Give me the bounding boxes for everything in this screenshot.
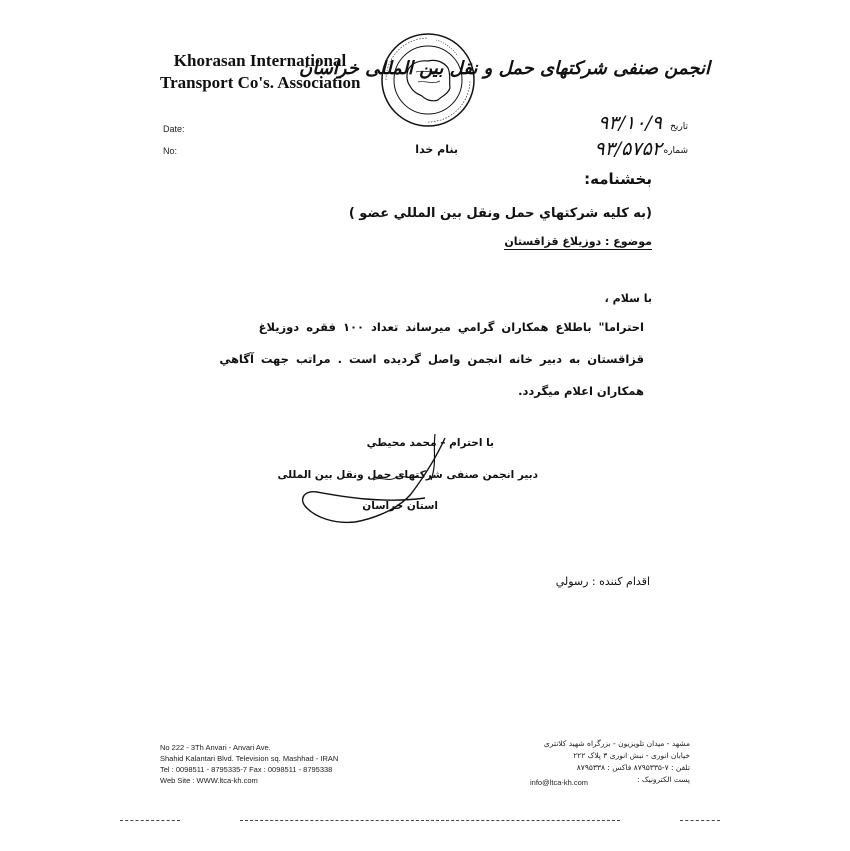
- bismillah: بنام خدا: [415, 143, 458, 156]
- date-value: ۹۳/۱۰/۹: [598, 112, 662, 134]
- footer-rule-mid: [240, 820, 620, 821]
- footer-fa-email-label: پست الکترونیک :: [636, 775, 690, 784]
- date-label-fa: تاریخ: [670, 122, 688, 132]
- letter-body-line2: قزاقستان به دبير خانه انجمن واصل گرديده است . مراتب جهت آگاهي: [219, 352, 644, 366]
- number-label-en: No:: [163, 146, 178, 156]
- footer-en-line3: Tel : 0098511 - 8795335-7 Fax : 0098511 - 8795338: [160, 765, 333, 774]
- org-name-fa: انجمن صنفی شرکتهای حمل و نقل بین المللی خراسان: [299, 58, 710, 79]
- footer-en-line2: Shahid Kalantari Blvd. Television sq. Mashhad - IRAN: [160, 754, 339, 763]
- iran-map-seal-icon: [378, 30, 478, 130]
- number-label-fa: شماره: [663, 146, 688, 156]
- letter-body-line3: همكاران اعلام ميگردد.: [518, 384, 644, 398]
- letter-body-line1: احتراما" باطلاع همكاران گرامي ميرساند تعداد ۱۰۰ فقره دوزيلاغ: [258, 320, 644, 334]
- signer-title-line1: دبير انجمن صنفى شركتهاى حمل ونقل بين المللى: [277, 469, 538, 481]
- number-value: ۹۳/۵۷۵۲: [594, 138, 662, 160]
- footer-fa-line3: تلفن : ۷-۸۷۹۵۳۳۵ فاکس : ۸۷۹۵۳۳۸: [576, 763, 690, 772]
- date-label-en: Date:: [163, 124, 185, 134]
- letter-subject: موضوع : دوزيلاغ قزاقستان: [504, 235, 652, 248]
- letter-closing: با احترام – محمد محيطي: [366, 437, 494, 449]
- signer-title-line2: استان خراسان: [362, 500, 438, 512]
- org-name-en-line2: Transport Co's. Association: [160, 73, 361, 92]
- footer-fa-line1: مشهد - میدان تلویزیون - بزرگراه شهید کلانتری: [543, 739, 690, 748]
- footer-en-line4: Web Site : WWW.ltca-kh.com: [160, 776, 258, 785]
- footer-en-line1: No 222 - 3Th Anvari - Anvari Ave.: [160, 743, 271, 752]
- signature: [285, 420, 465, 530]
- letter-recipient: (به كليه شركتهاي حمل ونقل بين المللي عضو ): [348, 206, 652, 221]
- letter-greeting: با سلام ،: [604, 292, 652, 305]
- footer-rule-left: [120, 820, 180, 821]
- footer-email-link[interactable]: info@ltca-kh.com: [530, 778, 589, 787]
- footer-rule-right: [680, 820, 720, 821]
- footer-address-en: [160, 742, 338, 786]
- footer-fa-line2: خیابان انوری - نبش انوری ۳ پلاک ۲۲۲: [573, 751, 690, 760]
- letter-heading: بخشنامه:: [584, 170, 652, 188]
- org-name-en-line1: Khorasan International: [173, 51, 347, 70]
- action-by: اقدام كننده : رسولي: [555, 575, 650, 588]
